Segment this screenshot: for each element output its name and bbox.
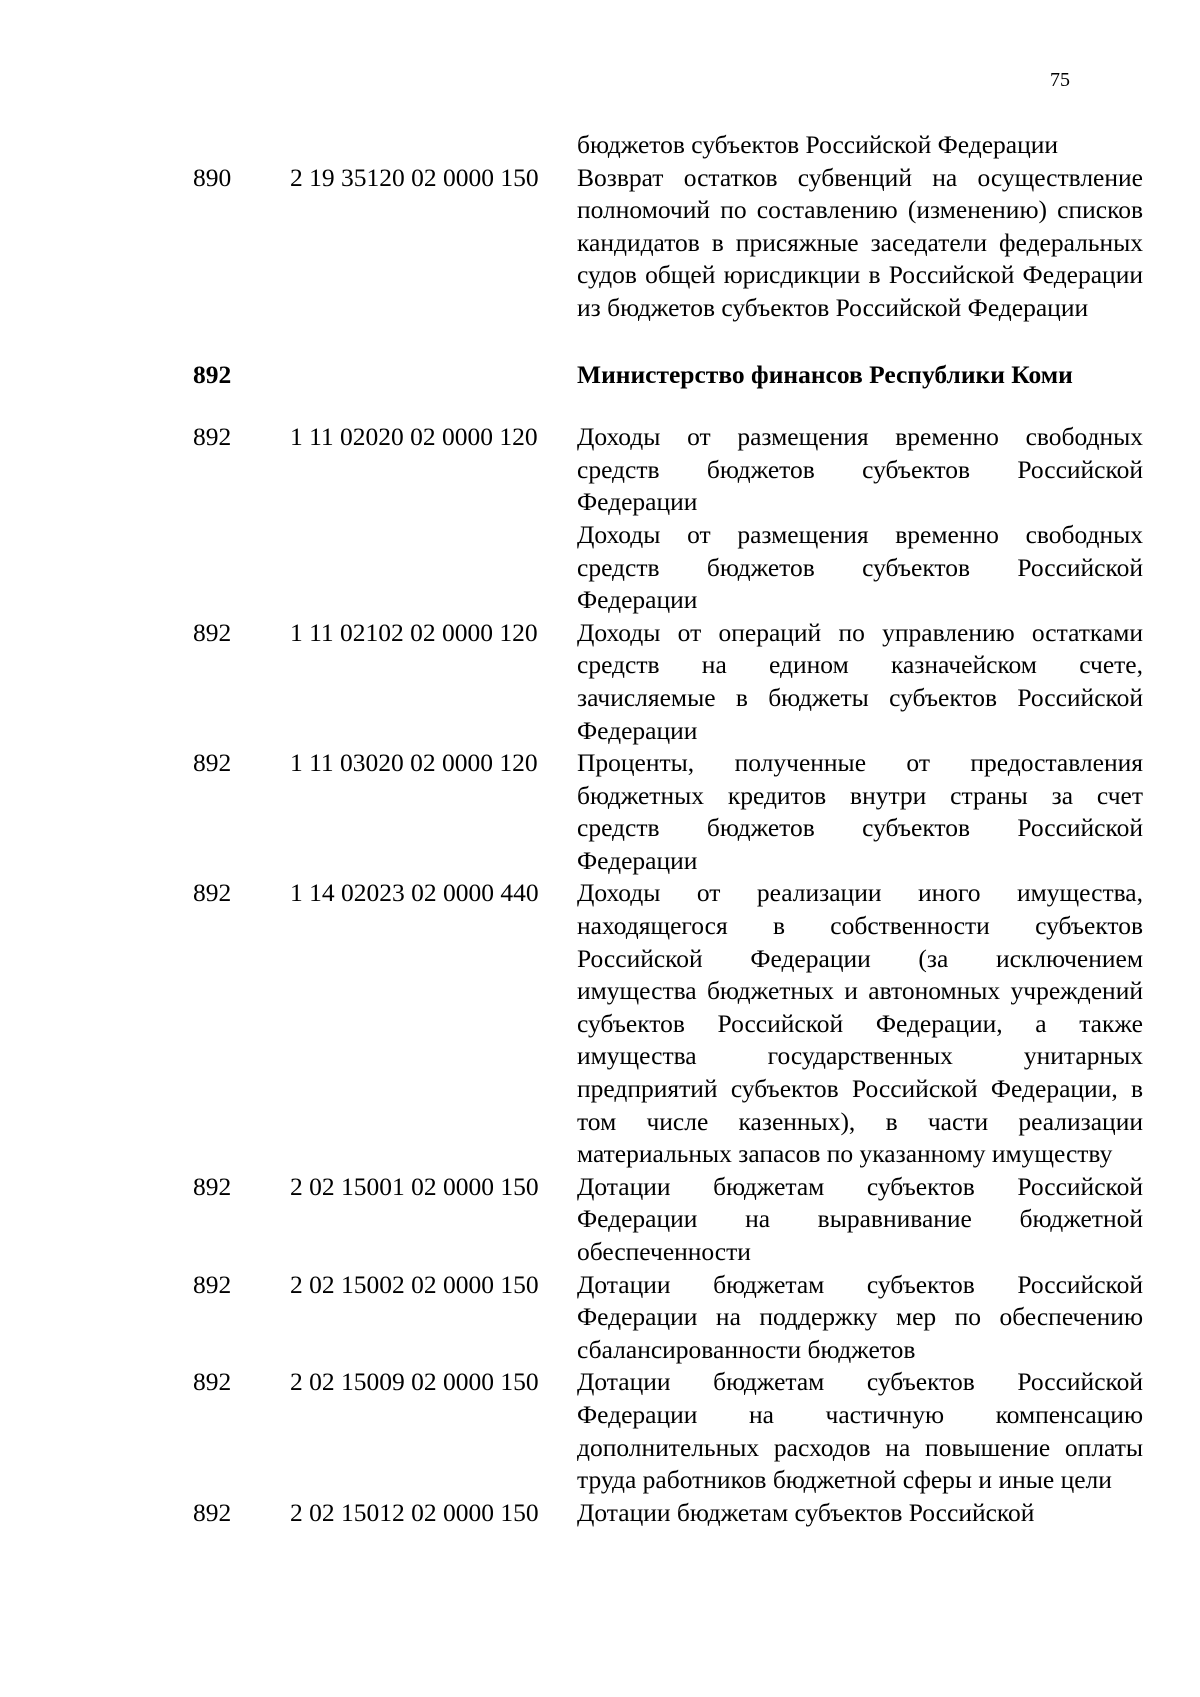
revenue-description (577, 747, 1143, 877)
description-paragraph: Возврат остатков субвенций на осуществление полномочий по составлению (изменению) списков кандидатов в присяжные заседатели федеральных судов общей юрисдикции в Российской Федерации из бюджетов субъектов Российской Федерации (577, 162, 1143, 322)
table-row (0, 877, 1200, 1170)
table-row (0, 129, 1200, 162)
admin-code: 892 (193, 1171, 232, 1201)
description-paragraph: Дотации бюджетам субъектов Российской Федерации на поддержку мер по обеспечению сбалансированности бюджетов (577, 1269, 1143, 1364)
revenue-code: 2 02 15009 02 0000 150 (290, 1367, 539, 1397)
revenue-description (577, 877, 1143, 1170)
table-row (0, 1497, 1200, 1530)
admin-code: 892 (193, 359, 232, 389)
revenue-code: 1 11 02102 02 0000 120 (290, 617, 538, 647)
admin-code: 890 (193, 162, 232, 192)
table-row (0, 1171, 1200, 1269)
description-paragraph: Проценты, полученные от предоставления бюджетных кредитов внутри страны за счет средств бюджетов субъектов Российской Федерации (577, 748, 1143, 875)
description-paragraph: Доходы от размещения временно свободных средств бюджетов субъектов Российской Федерации (577, 422, 1143, 517)
revenue-code: 2 02 15012 02 0000 150 (290, 1497, 539, 1527)
revenue-code: 1 11 02020 02 0000 120 (290, 422, 538, 452)
table-row (0, 617, 1200, 747)
section-heading-row (0, 359, 1200, 392)
revenue-description (577, 617, 1143, 747)
revenue-description (577, 1171, 1143, 1269)
revenue-code: 2 19 35120 02 0000 150 (290, 162, 539, 192)
revenue-description (577, 1269, 1143, 1367)
description-paragraph: Доходы от размещения временно свободных средств бюджетов субъектов Российской Федерации (577, 519, 1143, 615)
page-number: 75 (1050, 69, 1070, 91)
description-paragraph: Доходы от операций по управлению остатками средств на едином казначейском счете, зачисляемые в бюджеты субъектов Российской Федерации (577, 617, 1143, 745)
admin-code: 892 (193, 1367, 232, 1397)
description-paragraph: Дотации бюджетам субъектов Российской Федерации на частичную компенсацию дополнительных расходов на повышение оплаты труда работников бюджетной сферы и иные цели (577, 1367, 1143, 1495)
table-row (0, 747, 1200, 877)
revenue-description (577, 1366, 1143, 1496)
revenue-code: 2 02 15002 02 0000 150 (290, 1269, 539, 1299)
description-paragraph: Доходы от реализации иного имущества, находящегося в собственности субъектов Российской Федерации (за исключением имущества бюджетных и автономных учреждений субъектов Российской Федерации, а также имущества государственных унитарных предприятий субъектов Российской Федерации, в том числе казенных), в части реализации материальных запасов по указанному имуществу (577, 878, 1143, 1169)
table-row (0, 1366, 1200, 1496)
table-row (0, 162, 1200, 325)
revenue-codes-table (0, 129, 1200, 1529)
revenue-description (577, 162, 1143, 325)
admin-code: 892 (193, 617, 232, 647)
revenue-description (577, 421, 1143, 617)
description-paragraph: Дотации бюджетам субъектов Российской (577, 1497, 1035, 1527)
table-row (0, 1269, 1200, 1367)
revenue-description (577, 129, 1143, 162)
table-row (0, 421, 1200, 617)
admin-code: 892 (193, 1497, 232, 1527)
admin-code: 892 (193, 1269, 232, 1299)
admin-code: 892 (193, 878, 232, 908)
revenue-code: 2 02 15001 02 0000 150 (290, 1171, 539, 1201)
admin-code: 892 (193, 422, 232, 452)
heading-text: Министерство финансов Республики Коми (577, 359, 1073, 389)
description-paragraph: бюджетов субъектов Российской Федерации (577, 130, 1059, 159)
admin-code: 892 (193, 748, 232, 778)
revenue-code: 1 11 03020 02 0000 120 (290, 748, 538, 778)
revenue-code: 1 14 02023 02 0000 440 (290, 878, 539, 908)
revenue-description (577, 1497, 1143, 1530)
section-heading (577, 359, 1143, 392)
description-paragraph: Дотации бюджетам субъектов Российской Федерации на выравнивание бюджетной обеспеченности (577, 1171, 1143, 1266)
